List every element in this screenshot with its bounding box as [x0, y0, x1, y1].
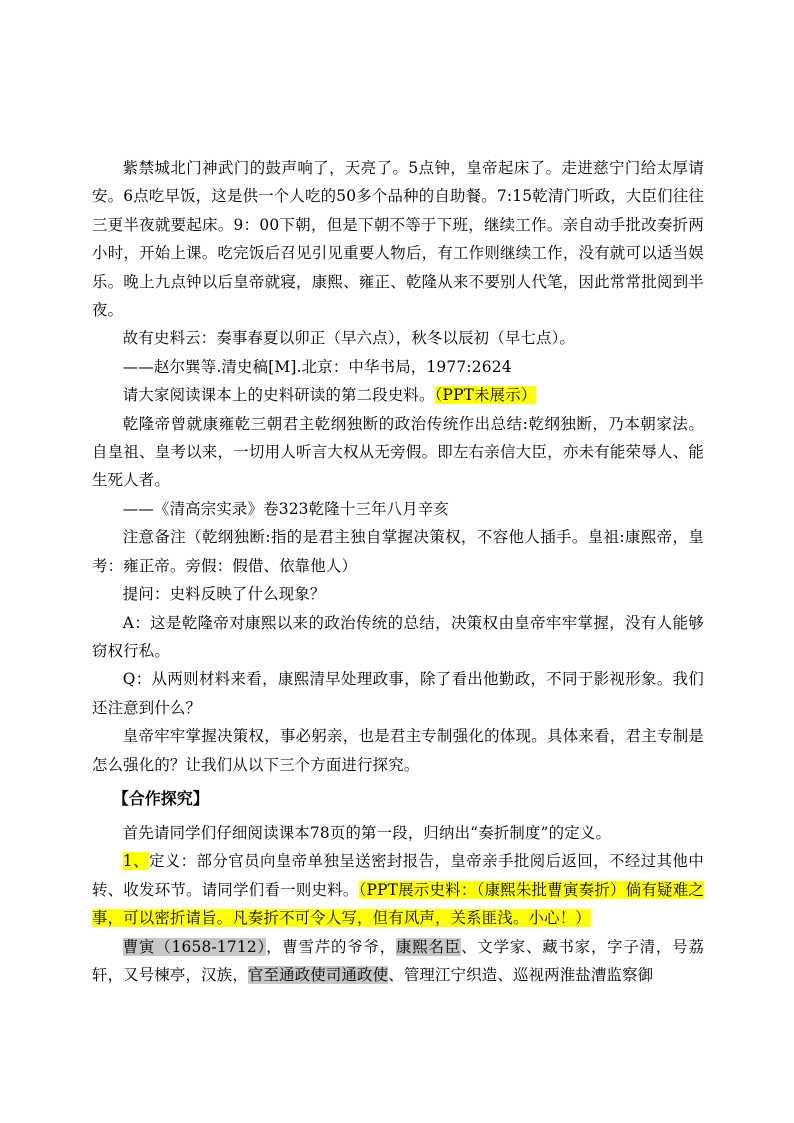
document-body: [92, 154, 704, 989]
paragraph-answer: A：这是乾隆帝对康熙以来的政治传统的总结，决策权由皇帝牢牢掌握，没有人能够窃权行私。: [92, 613, 704, 660]
paragraph-historical-record: 故有史料云：奏事春夏以卯正（早六点），秋冬以辰初（早七点）。: [122, 329, 576, 348]
caoyin-bio-text-3: 、管理江宁织造、巡视两淮盐漕监察御: [388, 965, 654, 984]
official-title-highlight: 官至通政使司通政使: [247, 965, 389, 984]
definition-text: 定义：部分官员向皇帝单独呈送密封报告，皇帝亲手批阅后返回，不经过其他中转、收发环节。请同学们看一则史料。: [92, 852, 704, 899]
paragraph-definition: [92, 847, 704, 932]
ppt-note-highlight: （PPT未展示）: [434, 386, 537, 405]
kangxi-minister-highlight: 康熙名臣: [396, 937, 461, 956]
paragraph-followup-question: Q：从两则材料来看，康熙清早处理政事，除了看出他勤政，不同于影视形象。我们还注意到什么？: [92, 670, 704, 717]
paragraph-qianlong-summary: 乾隆帝曾就康雍乾三朝君主乾纲独断的政治传统作出总结:乾纲独断，乃本朝家法。自皇祖、皇考以来，一切用人听言大权从无旁假。即左右亲信大臣，亦未有能荣辱人、能生死人者。: [92, 414, 704, 490]
paragraph-textbook-instruction: 首先请同学们仔细阅读课本78页的第一段，归纳出“奏折制度”的定义。: [122, 823, 612, 842]
section-heading-cooperative-inquiry: 【合作探究】: [112, 788, 209, 808]
caoyin-bio-text-1: ，曹雪芹的爷爷，: [266, 937, 397, 956]
paragraph-annotation-note: 注意备注（乾纲独断:指的是君主独自掌握决策权，不容他人插手。皇祖:康熙帝，皇考：雍正帝。旁假：假借、依靠他人）: [92, 528, 704, 575]
paragraph-transition: 皇帝牢牢掌握决策权，事必躬亲，也是君主专制强化的体现。具体来看，君主专制是怎么强化的？让我们从以下三个方面进行探究。: [92, 727, 704, 774]
ppt-source-highlight: （PPT展示史料：（康熙朱批曹寅奏折）倘有疑难之事，可以密折请旨。凡奏折不可令人写，但有风声，关系匪浅。小心！）: [92, 880, 704, 928]
instruction-text: 请大家阅读课本上的史料研读的第二段史料。: [122, 386, 435, 405]
paragraph-daily-routine: 紫禁城北门神武门的鼓声响了，天亮了。5点钟，皇帝起床了。走进慈宁门给太厚请安。6点吃早饭，这是供一个人吃的50多个品种的自助餐。7:15乾清门听政，大臣们往往三更半夜就要起床。9：00下朝，但是下朝不等于下班，继续工作。亲自动手批改奏折两小时，开始上课。吃完饭后召见引见重要人物后，有工作则继续工作，没有就可以适当娱乐。晚上九点钟以后皇帝就寝，康熙、雍正、乾隆从来不要别人代笔，因此常常批阅到半夜。: [92, 159, 704, 320]
paragraph-caoyin-bio: [92, 933, 704, 990]
caoyin-bio-text-2: 、文学家、藏书家，字子清，号荔轩，又号楝亭，汉族，: [92, 937, 704, 984]
citation-qinggaozong-shilu: ——《清高宗实录》卷323乾隆十三年八月辛亥: [122, 499, 449, 518]
citation-qingshigao: ——赵尔巽等.清史稿[M].北京：中华书局，1977:2624: [122, 357, 512, 376]
definition-number-highlight: 1、: [122, 852, 149, 871]
paragraph-reading-instruction: [92, 381, 704, 409]
paragraph-question: 提问：史料反映了什么现象？: [122, 585, 326, 604]
caoyin-name-highlight: 曹寅（1658-1712）: [122, 937, 267, 956]
